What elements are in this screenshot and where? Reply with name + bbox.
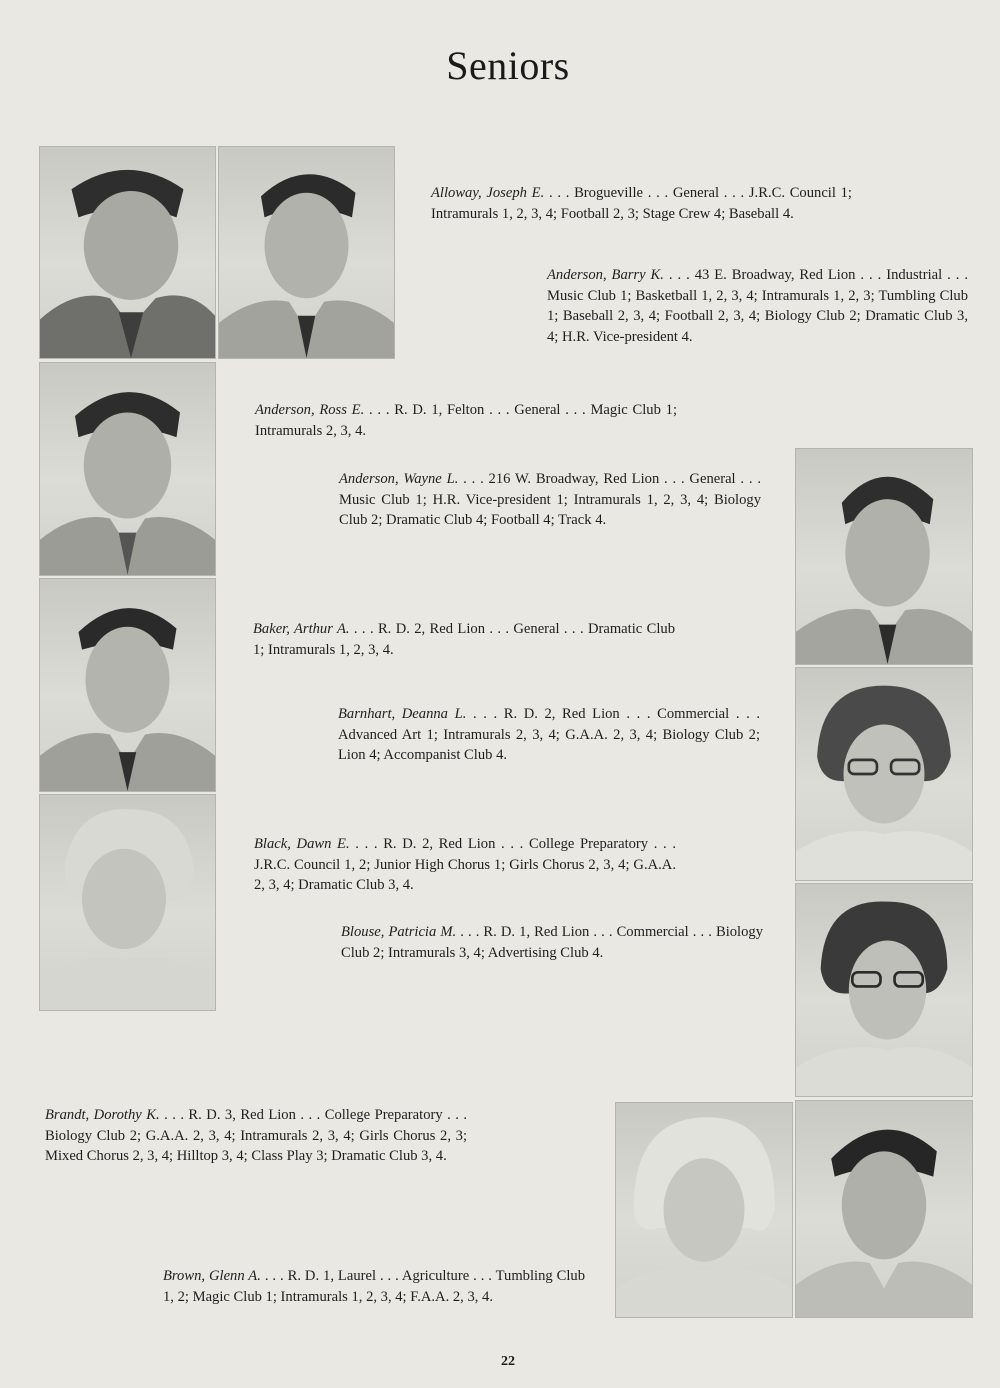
senior-details: . . . R. D. 2, Red Lion . . . Commercial . . . Advanced Art 1; Intramurals 2, 3, 4; G.A.A. 2, 3, 4; Biology Club 2; Lion 4; Accompanist Club 4. xyxy=(338,706,760,763)
senior-entry-barnhart xyxy=(338,704,760,766)
senior-details: . . . 216 W. Broadway, Red Lion . . . General . . . Music Club 1; H.R. Vice-president 1; Intramurals 1, 2, 3, 4; Biology Club 2; Dramatic Club 4; Football 4; Track 4. xyxy=(339,471,761,528)
senior-name: Brandt, Dorothy K. xyxy=(45,1107,160,1123)
portrait-photo-alloway xyxy=(39,146,216,359)
page-title: Seniors xyxy=(446,43,570,88)
senior-name: Alloway, Joseph E. xyxy=(431,185,545,201)
portrait-photo-icon xyxy=(219,147,394,358)
portrait-photo-icon xyxy=(40,147,215,358)
portrait-photo-brandt xyxy=(615,1102,793,1318)
senior-entry-anderson-ross xyxy=(255,400,677,441)
portrait-photo-icon xyxy=(40,363,215,575)
senior-details: . . . R. D. 1, Red Lion . . . Commercial . . . Biology Club 2; Intramurals 3, 4; Advertising Club 4. xyxy=(341,924,763,961)
portrait-photo-icon xyxy=(796,668,972,880)
senior-name: Blouse, Patricia M. xyxy=(341,924,457,940)
senior-details: . . . Brogueville . . . General . . . J.R.C. Council 1; Intramurals 1, 2, 3, 4; Football 2, 3; Stage Crew 4; Baseball 4. xyxy=(431,185,852,222)
senior-entry-anderson-barry xyxy=(547,265,968,347)
senior-details: . . . 43 E. Broadway, Red Lion . . . Industrial . . . Music Club 1; Basketball 1, 2, 3, 4; Intramurals 1, 2, 3; Tumbling Club 1; Baseball 2, 3, 4; Football 2, 3, 4; Biology Club 2; Dramatic Club 3, 4; H.R. Vice-president 4. xyxy=(547,267,968,345)
senior-name: Barnhart, Deanna L. xyxy=(338,706,467,722)
portrait-photo-icon xyxy=(796,884,972,1096)
portrait-photo-brown xyxy=(795,1100,973,1318)
senior-name: Baker, Arthur A. xyxy=(253,621,350,637)
senior-entry-baker xyxy=(253,619,675,660)
portrait-photo-anderson-ross xyxy=(39,362,216,576)
portrait-photo-anderson-wayne xyxy=(795,448,973,665)
senior-details: . . . R. D. 1, Felton . . . General . . . Magic Club 1; Intramurals 2, 3, 4. xyxy=(255,402,677,439)
senior-entry-brandt xyxy=(45,1105,467,1167)
senior-entry-blouse xyxy=(341,922,763,963)
portrait-photo-icon xyxy=(616,1103,792,1317)
senior-entry-anderson-wayne xyxy=(339,469,761,531)
portrait-photo-barnhart xyxy=(795,667,973,881)
senior-entry-brown xyxy=(163,1266,585,1307)
senior-name: Brown, Glenn A. xyxy=(163,1268,261,1284)
senior-entry-alloway xyxy=(431,183,852,224)
senior-name: Black, Dawn E. xyxy=(254,836,350,852)
senior-details: . . . R. D. 2, Red Lion . . . General . . . Dramatic Club 1; Intramurals 1, 2, 3, 4. xyxy=(253,621,675,658)
senior-details: . . . R. D. 2, Red Lion . . . College Preparatory . . . J.R.C. Council 1, 2; Junior High Chorus 1; Girls Chorus 2, 3, 4; G.A.A. 2, 3, 4; Dramatic Club 3, 4. xyxy=(254,836,676,893)
portrait-photo-black xyxy=(39,794,216,1011)
senior-name: Anderson, Ross E. xyxy=(255,402,365,418)
page-number: 22 xyxy=(501,1354,515,1369)
portrait-photo-icon xyxy=(40,579,215,791)
senior-details: . . . R. D. 3, Red Lion . . . College Preparatory . . . Biology Club 2; G.A.A. 2, 3, 4; Intramurals 2, 3, 4; Girls Chorus 2, 3; Mixed Chorus 2, 3, 4; Hilltop 3, 4; Class Play 3; Dramatic Club 3, 4. xyxy=(45,1107,467,1164)
portrait-photo-icon xyxy=(796,449,972,664)
portrait-photo-anderson-barry xyxy=(218,146,395,359)
senior-name: Anderson, Wayne L. xyxy=(339,471,459,487)
portrait-photo-baker xyxy=(39,578,216,792)
portrait-photo-icon xyxy=(796,1101,972,1317)
senior-name: Anderson, Barry K. xyxy=(547,267,664,283)
senior-entry-black xyxy=(254,834,676,896)
senior-details: . . . R. D. 1, Laurel . . . Agriculture . . . Tumbling Club 1, 2; Magic Club 1; Intramurals 1, 2, 3, 4; F.A.A. 2, 3, 4. xyxy=(163,1268,585,1305)
portrait-photo-icon xyxy=(40,795,215,1010)
portrait-photo-blouse xyxy=(795,883,973,1097)
